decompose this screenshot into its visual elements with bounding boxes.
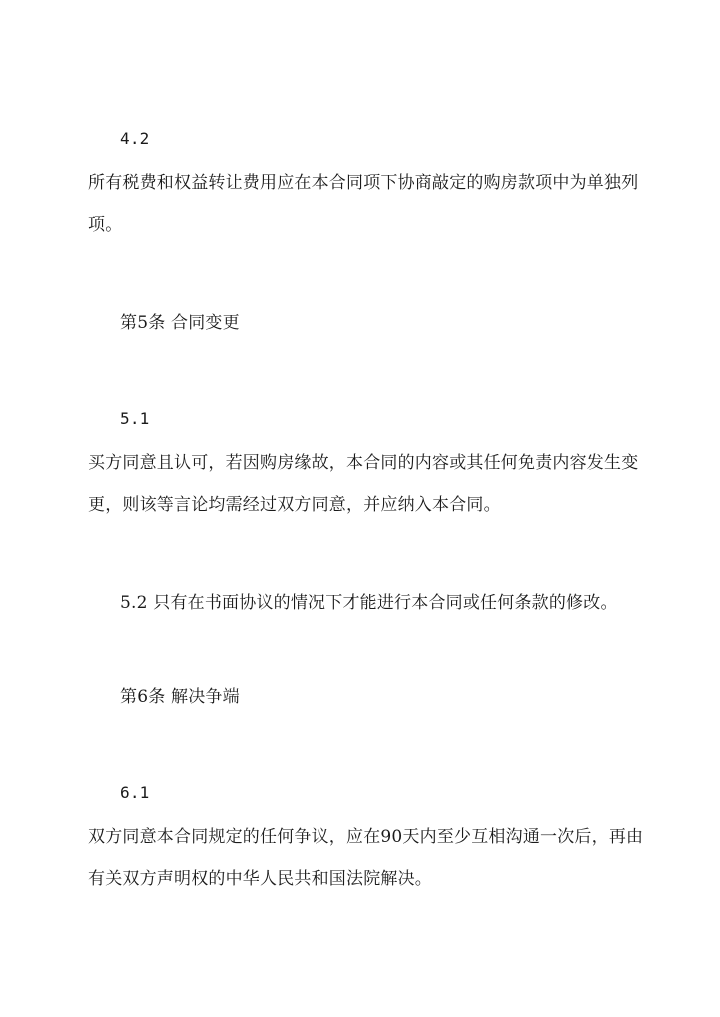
clause-number-6-1: 6.1 (120, 783, 150, 802)
clause-number-5-1: 5.1 (120, 409, 150, 428)
clause-5-1-line-1: 买方同意且认可，若因购房缘故，本合同的内容或其任何免责内容发生变 (88, 453, 639, 473)
clause-4-2-line-1: 所有税费和权益转让费用应在本合同项下协商敲定的购房款项中为单独列 (88, 173, 639, 193)
clause-4-2-line-2: 项。 (88, 215, 123, 235)
clause-number-4-2: 4.2 (120, 129, 150, 148)
article-5-heading: 第5条 合同变更 (120, 313, 240, 333)
clause-6-1-line-2: 有关双方声明权的中华人民共和国法院解决。 (88, 869, 432, 889)
clause-5-2: 5.2 只有在书面协议的情况下才能进行本合同或任何条款的修改。 (120, 593, 618, 613)
clause-6-1-line-1: 双方同意本合同规定的任何争议，应在90天内至少互相沟通一次后，再由 (88, 827, 644, 847)
clause-5-1-line-2: 更，则该等言论均需经过双方同意，并应纳入本合同。 (88, 495, 501, 515)
article-6-heading: 第6条 解决争端 (120, 687, 240, 707)
